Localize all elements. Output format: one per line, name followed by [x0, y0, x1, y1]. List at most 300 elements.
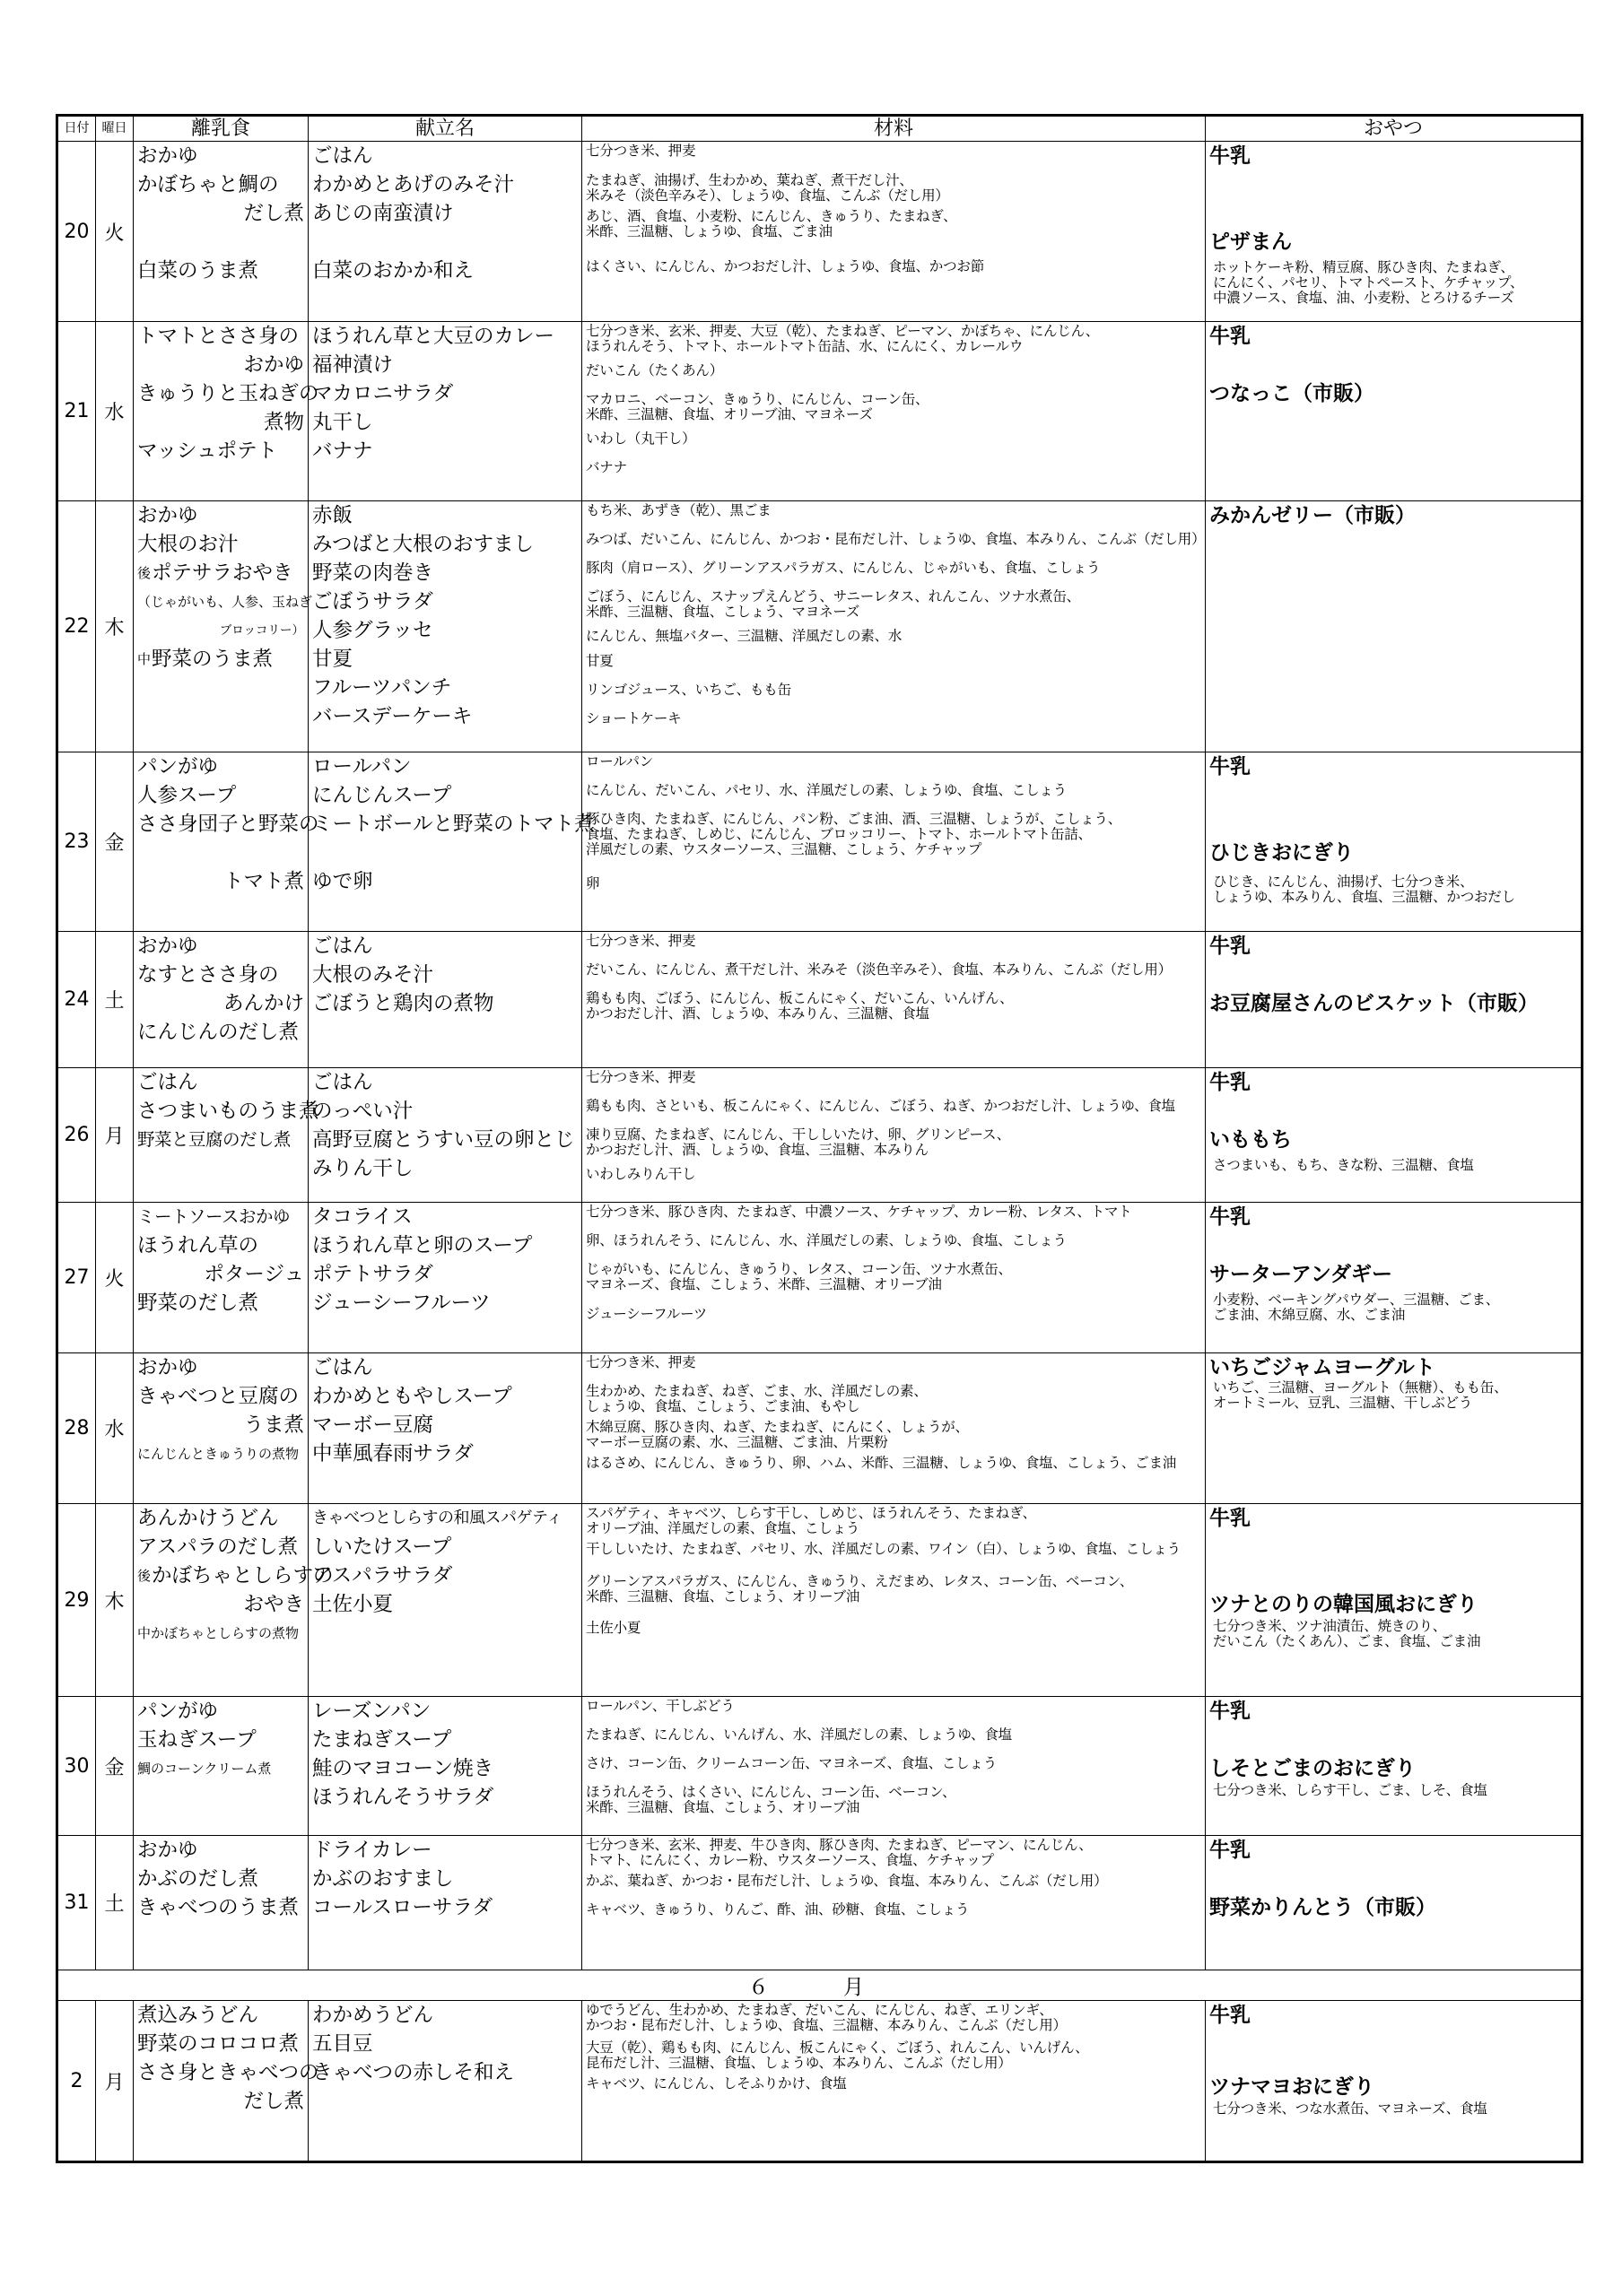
ingredient-line: 甘夏: [586, 653, 614, 669]
ingredient-group: [582, 1727, 1205, 1756]
baby-food-text: 煮物: [263, 411, 304, 434]
snack-ingredient-line: 七分つき米、ツナ油漬缶、焼きのり、: [1213, 1618, 1447, 1634]
menu-item: ロールパン: [312, 755, 412, 778]
baby-food-cell: [134, 932, 309, 1068]
ingredient-line: だいこん（たくあん）: [586, 362, 724, 378]
weekday: 月: [96, 2001, 134, 2162]
month-divider: ６ 月: [57, 1970, 1583, 2001]
weekday: 水: [96, 1353, 134, 1504]
menu-cell: [309, 501, 582, 752]
menu-cell: [309, 1836, 582, 1970]
ingredient-line: 米みそ（淡色辛みそ）、しょうゆ、食塩、こんぶ（だし用）: [586, 187, 949, 204]
baby-food-text: おかゆ: [137, 1839, 198, 1862]
ingredient-group: [582, 711, 1205, 740]
baby-food-text: きゃべつと豆腐の: [137, 1385, 300, 1408]
ingredient-line: たまねぎ、油揚げ、生わかめ、葉ねぎ、煮干だし汁、: [586, 172, 913, 188]
ingredient-group: [582, 1420, 1205, 1456]
menu-item: ミートボールと野菜のトマト煮: [312, 813, 595, 836]
ingredient-line: 鶏もも肉、ごぼう、にんじん、板こんにゃく、だいこん、いんげん、: [586, 990, 1014, 1006]
weekday: 木: [96, 1504, 134, 1697]
day-row-29: [57, 1504, 1583, 1697]
weekday: 火: [96, 1203, 134, 1353]
baby-food-item: [134, 379, 319, 408]
snack-item: 牛乳: [1209, 325, 1251, 348]
snack-ingredient-line: ごま油、木綿豆腐、水、ごま油: [1213, 1307, 1406, 1323]
ingredient-line: 食塩、たまねぎ、しめじ、にんじん、ブロッコリー、トマト、ホールトマト缶詰、: [586, 826, 1092, 842]
menu-item: きゃべつの赤しそ和え: [312, 2061, 515, 2084]
baby-food-item: [134, 1754, 308, 1783]
baby-food-text: あんかけ: [222, 992, 304, 1015]
snack-item: 牛乳: [1209, 1507, 1251, 1530]
baby-food-text: ミートソースおかゆ: [137, 1206, 291, 1227]
day-number: 2: [57, 2001, 96, 2162]
menu-item: 甘夏: [312, 648, 353, 671]
baby-food-item: [134, 408, 308, 437]
ingredient-group: [582, 1262, 1205, 1307]
snack-item: ツナマヨおにぎり: [1209, 2075, 1374, 2099]
ingredient-line: 凍り豆腐、たまねぎ、にんじん、干ししいたけ、卵、グリンピース、: [586, 1126, 1011, 1143]
baby-food-item: [134, 867, 308, 896]
snack-item: しそとごまのおにぎり: [1209, 1757, 1416, 1780]
ingredient-group: [582, 1384, 1205, 1420]
menu-item: ごはん: [312, 1356, 373, 1379]
header-menu: 献立名: [309, 116, 582, 142]
ingredient-group: [582, 144, 1205, 173]
ingredients-cell: [582, 1068, 1206, 1203]
baby-food-text: おかゆ: [137, 144, 198, 168]
snack-cell: [1206, 142, 1583, 322]
ingredient-line: にんじん、だいこん、パセリ、水、洋風だしの素、しょうゆ、食塩、こしょう: [586, 782, 1067, 798]
baby-food-text: 玉ねぎスープ: [137, 1728, 257, 1752]
menu-cell: [309, 1697, 582, 1836]
menu-item: ドライカレー: [312, 1839, 432, 1862]
menu-item: ポテトサラダ: [312, 1263, 433, 1286]
ingredient-line: 七分つき米、玄米、押麦、牛ひき肉、豚ひき肉、たまねぎ、ピーマン、にんじん、: [586, 1837, 1093, 1853]
snack-item: お豆腐屋さんのビスケット（市販）: [1209, 992, 1539, 1015]
header-row: [57, 116, 1583, 142]
ingredient-line: 米酢、三温糖、食塩、こしょう、オリーブ油: [586, 1799, 860, 1815]
weekday: 金: [96, 1697, 134, 1836]
baby-food-item: [134, 1697, 308, 1726]
ingredient-line: 生わかめ、たまねぎ、ねぎ、ごま、水、洋風だしの素、: [586, 1383, 928, 1399]
baby-food-item: [134, 1726, 308, 1754]
baby-food-text: パンがゆ: [137, 755, 219, 778]
menu-item: みつばと大根のおすまし: [312, 533, 535, 556]
snack-ingredient-line: 小麦粉、ベーキングパウダー、三温糖、ごま、: [1213, 1292, 1500, 1308]
ingredient-line: 米酢、三温糖、食塩、こしょう、マヨネーズ: [586, 604, 860, 620]
baby-food-text: あんかけうどん: [137, 1507, 279, 1530]
snack-ingredient-line: だいこん（たくあん）、ごま、食塩、ごま油: [1213, 1633, 1481, 1649]
baby-food-cell: [134, 752, 319, 932]
baby-food-text: 中かぼちゃとしらすの煮物: [137, 1625, 300, 1641]
ingredient-line: かつお・昆布だし汁、しょうゆ、食塩、三温糖、本みりん、こんぶ（だし用）: [586, 2017, 1067, 2033]
baby-food-item: [134, 1353, 308, 1382]
day-row-27: [57, 1203, 1583, 1353]
menu-item: バナナ: [312, 439, 373, 463]
baby-food-text: かぼちゃと鯛の: [137, 173, 279, 196]
menu-item: ごはん: [312, 935, 373, 958]
day-row-30: [57, 1697, 1583, 1836]
menu-item: 鮭のマヨコーン焼き: [312, 1757, 494, 1780]
baby-food-item: [134, 2087, 308, 2116]
baby-food-text: だし煮: [243, 202, 304, 225]
ingredient-line: 卵、ほうれんそう、にんじん、水、洋風だしの素、しょうゆ、食塩、こしょう: [586, 1232, 1067, 1248]
ingredient-line: 七分つき米、押麦: [586, 1069, 696, 1085]
menu-item: 人参グラッセ: [312, 619, 433, 642]
snack-ingredient-line: ホットケーキ粉、精豆腐、豚ひき肉、たまねぎ、: [1213, 259, 1514, 275]
ingredient-line: 鶏もも肉、さといも、板こんにゃく、にんじん、ごぼう、ねぎ、かつおだし汁、しょうゆ、食塩: [586, 1098, 1175, 1114]
ingredient-line: いわしみりん干し: [586, 1166, 696, 1182]
menu-item: たまねぎスープ: [312, 1728, 452, 1752]
snack-item: 牛乳: [1209, 935, 1251, 958]
baby-food-item: [134, 530, 308, 559]
month-divider-row: [57, 1970, 1583, 2001]
ingredient-group: [582, 754, 1205, 783]
snack-item: 牛乳: [1209, 755, 1251, 778]
ingredient-line: 米酢、三温糖、食塩、こしょう、オリーブ油: [586, 1588, 860, 1605]
menu-item: のっぺい汁: [312, 1100, 414, 1123]
snack-ingredient-line: 七分つき米、つな水煮缶、マヨネーズ、食塩: [1213, 2100, 1487, 2117]
baby-food-text: ポテサラおやき: [152, 561, 293, 585]
baby-food-item: [134, 1893, 308, 1922]
ingredient-line: マーボー豆腐の素、水、三温糖、ごま油、片栗粉: [586, 1434, 888, 1450]
ingredient-group: [582, 460, 1205, 489]
snack-cell: [1206, 1203, 1583, 1353]
menu-cell: [309, 2001, 582, 2162]
ingredient-line: しょうゆ、食塩、こしょう、ごま油、もやし: [586, 1398, 860, 1414]
baby-stage-mark: 後: [137, 565, 152, 581]
ingredient-line: ロールパン、干しぶどう: [586, 1698, 735, 1714]
ingredient-line: グリーンアスパラガス、にんじん、きゅうり、えだまめ、レタス、コーン缶、ベーコン、: [586, 1573, 1134, 1589]
ingredient-group: [582, 2076, 1205, 2105]
ingredient-group: [582, 589, 1205, 629]
baby-food-text: だし煮: [243, 2090, 304, 2113]
ingredients-cell: [582, 932, 1206, 1068]
ingredient-group: [582, 1874, 1205, 1902]
ingredient-line: ロールパン: [586, 753, 654, 770]
snack-ingredient-line: しょうゆ、本みりん、食塩、三温糖、かつおだし: [1213, 889, 1515, 905]
baby-food-item: [134, 810, 319, 839]
day-row-21: [57, 322, 1583, 501]
baby-food-text: おかゆ: [137, 1356, 198, 1379]
ingredient-group: [582, 1355, 1205, 1384]
ingredients-cell: [582, 2001, 1206, 2162]
menu-item: みりん干し: [312, 1157, 414, 1180]
baby-food-item: [134, 1533, 308, 1561]
baby-food-cell: [134, 1836, 309, 1970]
ingredient-line: かつおだし汁、酒、しょうゆ、本みりん、三温糖、食塩: [586, 1005, 929, 1022]
baby-food-text: おかゆ: [137, 504, 198, 527]
menu-item: ごぼうと鶏肉の煮物: [312, 992, 494, 1015]
snack-cell: [1206, 1353, 1583, 1504]
ingredient-group: [582, 1167, 1205, 1196]
baby-food-text: おやき: [243, 1593, 304, 1616]
day-row-23: [57, 752, 1583, 932]
baby-food-item: [134, 839, 308, 867]
ingredient-line: キャベツ、にんじん、しそふりかけ、食塩: [586, 2075, 847, 2092]
day-row-31: [57, 1836, 1583, 1970]
baby-food-text: おかゆ: [243, 353, 304, 377]
baby-food-cell: [134, 1353, 309, 1504]
ingredient-line: はるさめ、にんじん、きゅうり、卵、ハム、米酢、三温糖、しょうゆ、食塩、こしょう、ごま油: [586, 1455, 1177, 1471]
menu-item: 福神漬け: [312, 353, 394, 377]
menu-cell: [309, 1504, 582, 1697]
day-number: 26: [57, 1068, 96, 1203]
snack-item: ピザまん: [1209, 230, 1292, 254]
ingredient-line: 七分つき米、押麦: [586, 933, 696, 949]
day-row-28: [57, 1353, 1583, 1504]
baby-food-item: [134, 228, 308, 257]
ingredient-line: 木綿豆腐、豚ひき肉、ねぎ、たまねぎ、にんにく、しょうが、: [586, 1419, 969, 1435]
weekday: 金: [96, 752, 134, 932]
ingredient-group: [582, 1099, 1205, 1127]
baby-food-cell: [134, 501, 313, 752]
ingredient-line: ほうれんそう、トマト、ホールトマト缶詰、水、にんにく、カレールウ: [586, 338, 1024, 354]
ingredient-group: [582, 654, 1205, 683]
menu-item: わかめとあげのみそ汁: [312, 173, 515, 196]
menu-item: 大根のみそ汁: [312, 963, 434, 987]
baby-food-item: [134, 1836, 308, 1865]
ingredient-group: [582, 324, 1205, 363]
ingredient-line: 七分つき米、玄米、押麦、大豆（乾）、たまねぎ、ピーマン、かぼちゃ、にんじん、: [586, 323, 1100, 339]
baby-food-text: きゃべつのうま煮: [137, 1896, 300, 1919]
menu-item: 土佐小夏: [312, 1593, 394, 1616]
baby-food-cell: [134, 1068, 319, 1203]
menu-item: レーズンパン: [312, 1700, 432, 1723]
menu-item: 高野豆腐とうすい豆の卵とじ: [312, 1128, 575, 1152]
weekday: 火: [96, 142, 134, 322]
snack-ingredient-line: にんにく、パセリ、トマトペースト、ケチャップ、: [1213, 274, 1524, 291]
menu-item: アスパラサラダ: [312, 1564, 453, 1587]
baby-food-item: [134, 351, 308, 379]
snack-item: いちごジャムヨーグルト: [1209, 1356, 1435, 1379]
baby-food-cell: [134, 142, 309, 322]
ingredient-line: バナナ: [586, 459, 627, 475]
baby-food-item: [134, 674, 308, 702]
menu-cell: [309, 1203, 582, 1353]
menu-item: バースデーケーキ: [312, 705, 473, 728]
ingredient-line: 米酢、三温糖、食塩、オリーブ油、マヨネーズ: [586, 406, 873, 422]
day-number: 23: [57, 752, 96, 932]
baby-food-item: [134, 989, 308, 1018]
day-number: 30: [57, 1697, 96, 1836]
day-row-26: [57, 1068, 1583, 1203]
baby-food-text: 煮込みうどん: [137, 2004, 259, 2027]
ingredient-group: [582, 876, 1205, 912]
ingredient-group: [582, 1127, 1205, 1167]
ingredient-group: [582, 1902, 1205, 1931]
baby-food-item: [134, 1411, 308, 1439]
ingredients-cell: [582, 1203, 1206, 1353]
snack-item: いももち: [1209, 1128, 1292, 1152]
baby-food-text: アスパラのだし煮: [137, 1535, 299, 1559]
menu-item: しいたけスープ: [312, 1535, 452, 1559]
menu-item: かぶのおすまし: [312, 1867, 454, 1891]
menu-item: ほうれんそうサラダ: [312, 1786, 494, 1809]
baby-food-item: [134, 616, 308, 645]
ingredient-group: [582, 812, 1205, 876]
baby-food-item: [134, 1590, 308, 1619]
ingredient-line: 昆布だし汁、三温糖、食塩、しょうゆ、本みりん、こんぶ（だし用）: [586, 2055, 1012, 2071]
baby-food-cell: [134, 1504, 334, 1697]
ingredient-line: たまねぎ、にんじん、いんげん、水、洋風だしの素、しょうゆ、食塩: [586, 1726, 1012, 1743]
baby-food-item: [134, 2001, 308, 2030]
day-number: 20: [57, 142, 96, 322]
snack-ingredient-line: オートミール、豆乳、三温糖、干しぶどう: [1213, 1395, 1473, 1411]
ingredient-line: キャベツ、きゅうり、りんご、酢、油、砂糖、食塩、こしょう: [586, 1901, 970, 1918]
snack-cell: [1206, 322, 1583, 501]
snack-item: 牛乳: [1209, 1205, 1251, 1229]
baby-food-cell: [134, 2001, 319, 2162]
menu-table: [56, 114, 1583, 2163]
baby-food-item: [134, 257, 308, 285]
ingredient-group: [582, 1205, 1205, 1233]
ingredients-cell: [582, 1697, 1206, 1836]
baby-food-text: 鯛のコーンクリーム煮: [137, 1761, 272, 1777]
ingredient-line: 卵: [586, 875, 600, 891]
snack-item: ツナとのりの韓国風おにぎり: [1209, 1593, 1478, 1616]
menu-item: 赤飯: [312, 504, 353, 527]
ingredient-group: [582, 173, 1205, 209]
baby-food-text: ポタージュ: [204, 1263, 304, 1286]
baby-food-item: [134, 1126, 308, 1154]
day-number: 28: [57, 1353, 96, 1504]
baby-food-item: [134, 1154, 308, 1183]
baby-food-text: 大根のお汁: [137, 533, 239, 556]
snack-cell: [1206, 501, 1583, 752]
ingredient-group: [582, 1574, 1205, 1621]
baby-food-item: [134, 1382, 308, 1411]
baby-food-text: トマト煮: [222, 870, 304, 893]
baby-food-text: 野菜のだし煮: [137, 1292, 259, 1315]
baby-food-text: 人参スープ: [137, 784, 237, 807]
baby-food-text: パンがゆ: [137, 1700, 219, 1723]
ingredient-group: [582, 1456, 1205, 1492]
ingredient-line: いわし（丸干し）: [586, 430, 696, 447]
ingredient-line: スパゲティ、キャベツ、しらす干し、しめじ、ほうれんそう、たまねぎ、: [586, 1505, 1036, 1521]
baby-food-text: おかゆ: [137, 935, 198, 958]
baby-food-item: [134, 437, 308, 465]
snack-cell: [1206, 932, 1583, 1068]
ingredient-line: 七分つき米、豚ひき肉、たまねぎ、中濃ソース、ケチャップ、カレー粉、レタス、トマト: [586, 1204, 1132, 1220]
baby-food-item: [134, 1068, 308, 1097]
ingredient-group: [582, 1621, 1205, 1649]
ingredient-group: [582, 962, 1205, 991]
snack-ingredient-line: 七分つき米、しらす干し、ごま、しそ、食塩: [1213, 1782, 1487, 1798]
snack-ingredient-line: 中濃ソース、食塩、油、小麦粉、とろけるチーズ: [1213, 290, 1514, 306]
menu-item: 五目豆: [312, 2032, 373, 2056]
baby-food-item: [134, 2058, 319, 2087]
baby-food-text: ささ身ときゃべつの: [137, 2061, 319, 2084]
day-row-june-2: [57, 2001, 1583, 2162]
snack-item: 牛乳: [1209, 1839, 1251, 1862]
snack-item: 牛乳: [1209, 1700, 1251, 1723]
ingredient-line: みつば、だいこん、にんじん、かつお・昆布だし汁、しょうゆ、食塩、本みりん、こんぶ（だし用）: [586, 531, 1206, 547]
snack-cell: [1206, 1068, 1583, 1203]
baby-food-item: [134, 1619, 308, 1648]
ingredient-group: [582, 1233, 1205, 1262]
menu-item: ごはん: [312, 1071, 373, 1094]
menu-item: マーボー豆腐: [312, 1413, 434, 1437]
ingredient-group: [582, 259, 1205, 313]
ingredient-line: マヨネーズ、食塩、こしょう、米酢、三温糖、オリーブ油: [586, 1276, 942, 1292]
ingredient-line: さけ、コーン缶、クリームコーン缶、マヨネーズ、食塩、こしょう: [586, 1755, 998, 1771]
baby-food-text: ささ身団子と野菜の: [137, 813, 319, 836]
ingredient-group: [582, 209, 1205, 259]
menu-cell: [309, 1353, 582, 1504]
snack-ingredient-line: ひじき、にんじん、油揚げ、七分つき米、: [1213, 874, 1474, 890]
ingredient-group: [582, 934, 1205, 962]
baby-food-item: [134, 1203, 308, 1231]
menu-item: コールスローサラダ: [312, 1896, 493, 1919]
menu-item: ジューシーフルーツ: [312, 1292, 491, 1315]
menu-cell: [309, 752, 595, 932]
ingredient-group: [582, 1699, 1205, 1727]
baby-food-item: [134, 199, 308, 228]
snack-item: 牛乳: [1209, 2004, 1251, 2027]
weekday: 土: [96, 932, 134, 1068]
snack-ingredient-line: いちご、三温糖、ヨーグルト（無糖）、もも缶、: [1213, 1379, 1508, 1396]
snack-cell: [1206, 1504, 1583, 1697]
baby-food-text: うま煮: [243, 1413, 304, 1437]
day-row-22: [57, 501, 1583, 752]
ingredient-group: [582, 2003, 1205, 2040]
baby-food-item: [134, 1865, 308, 1893]
header-snack: おやつ: [1206, 116, 1583, 142]
baby-food-text: なすとささ身の: [137, 963, 279, 987]
baby-stage-mark: 中: [137, 651, 152, 667]
ingredient-line: 米酢、三温糖、しょうゆ、食塩、ごま油: [586, 223, 833, 239]
baby-stage-mark: 後: [137, 1568, 152, 1584]
ingredient-group: [582, 392, 1205, 431]
baby-food-item: [134, 587, 313, 616]
ingredient-line: ごぼう、にんじん、スナップえんどう、サニーレタス、れんこん、ツナ水煮缶、: [586, 588, 1080, 604]
ingredient-line: 大豆（乾）、鶏もも肉、にんじん、板こんにゃく、ごぼう、れんこん、いんげん、: [586, 2039, 1089, 2056]
baby-food-item: [134, 1561, 334, 1590]
ingredient-line: オリーブ油、洋風だしの素、食塩、こしょう: [586, 1520, 860, 1536]
ingredient-line: 七分つき米、押麦: [586, 143, 696, 159]
ingredient-line: かぶ、葉ねぎ、かつお・昆布だし汁、しょうゆ、食塩、本みりん、こんぶ（だし用）: [586, 1873, 1108, 1889]
day-number: 31: [57, 1836, 96, 1970]
ingredient-group: [582, 532, 1205, 561]
ingredient-line: ゆでうどん、生わかめ、たまねぎ、だいこん、にんじん、ねぎ、エリンギ、: [586, 2002, 1053, 2018]
weekday: 木: [96, 501, 134, 752]
menu-item: にんじんスープ: [312, 784, 452, 807]
baby-food-text: ごはん: [137, 1071, 198, 1094]
menu-item: ゆで卵: [312, 870, 373, 893]
menu-cell: [309, 142, 582, 322]
ingredient-group: [582, 363, 1205, 392]
baby-food-cell: [134, 322, 319, 501]
ingredient-group: [582, 991, 1205, 1031]
snack-cell: [1206, 1836, 1583, 1970]
baby-food-item: [134, 645, 308, 674]
ingredient-line: 洋風だしの素、ウスターソース、三温糖、こしょう、ケチャップ: [586, 841, 982, 857]
menu-item: ごはん: [312, 144, 373, 168]
menu-item: わかめうどん: [312, 2004, 434, 2027]
header-dow: 曜日: [96, 116, 134, 142]
header-day: 日付: [57, 116, 96, 142]
weekday: 水: [96, 322, 134, 501]
baby-food-text: にんじんのだし煮: [137, 1021, 300, 1044]
menu-item: 白菜のおかか和え: [312, 259, 475, 283]
day-row-20: [57, 142, 1583, 322]
ingredients-cell: [582, 1836, 1206, 1970]
ingredient-line: 干ししいたけ、たまねぎ、パセリ、水、洋風だしの素、ワイン（白）、しょうゆ、食塩、こしょう: [586, 1541, 1181, 1557]
snack-cell: [1206, 1697, 1583, 1836]
ingredient-group: [582, 1756, 1205, 1785]
baby-food-text: 野菜と豆腐のだし煮: [137, 1129, 292, 1150]
